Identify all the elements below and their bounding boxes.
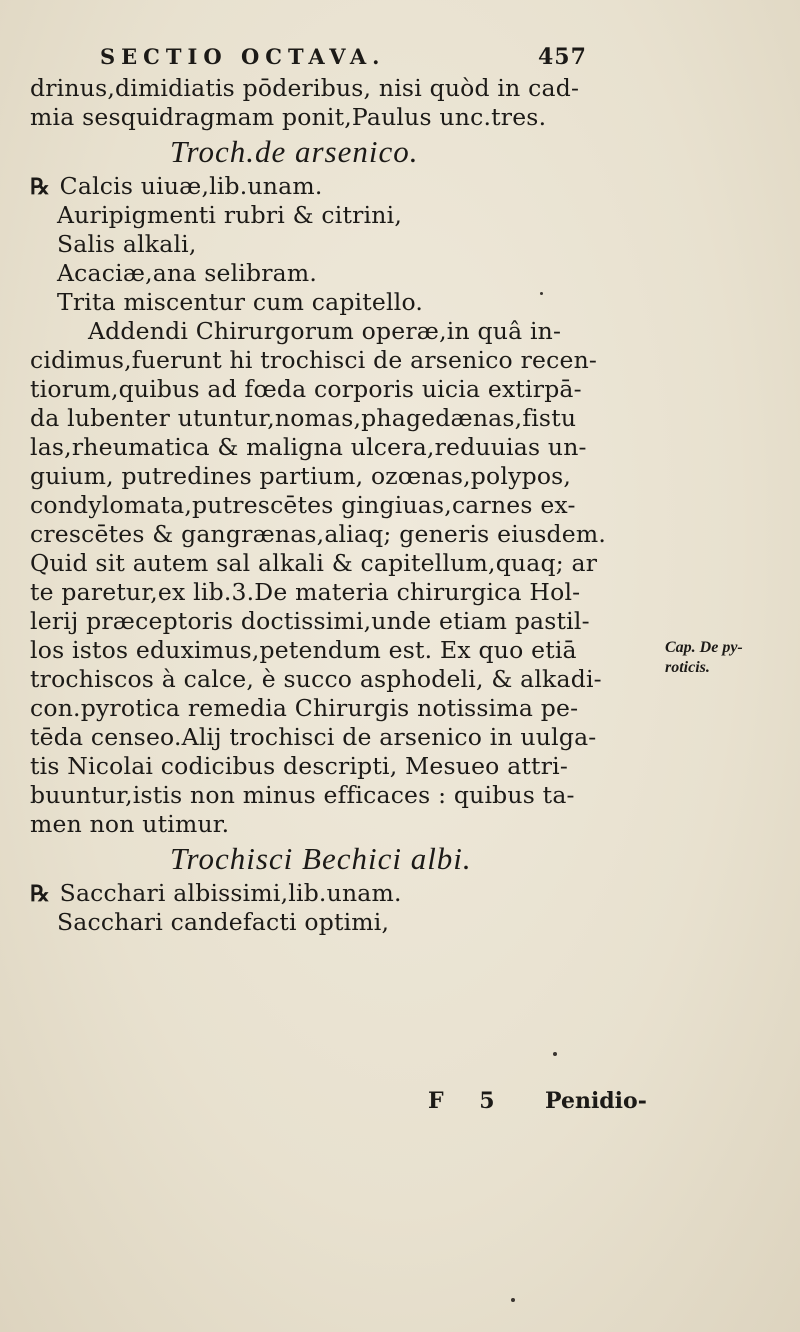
text-line: da lubenter utuntur,nomas,phagedænas,fistu bbox=[30, 404, 577, 432]
section-heading: Trochisci Bechici albi. bbox=[170, 841, 472, 876]
catchword: Penidio- bbox=[545, 1088, 647, 1114]
margin-note-line: roticis. bbox=[665, 659, 710, 676]
running-title: SECTIO OCTAVA. bbox=[100, 44, 386, 69]
margin-note bbox=[665, 638, 795, 678]
recipe-line: Auripigmenti rubri & citrini, bbox=[57, 201, 403, 229]
recipe-icon: ℞ bbox=[30, 881, 50, 907]
text-line: las,rheumatica & maligna ulcera,reduuias un- bbox=[30, 433, 587, 461]
recipe bbox=[30, 879, 630, 937]
text-line: tēda censeo.Alij trochisci de arsenico in uulga- bbox=[30, 723, 597, 751]
text-line: cidimus,fuerunt hi trochisci de arsenico recen- bbox=[30, 346, 598, 374]
text-line: buuntur,istis non minus efficaces : quibus ta- bbox=[30, 781, 575, 809]
text-line: Addendi Chirurgorum operæ,in quâ in- bbox=[88, 317, 562, 345]
recipe-line bbox=[30, 879, 630, 908]
recipe-icon: ℞ bbox=[30, 174, 50, 200]
page-number: 457 bbox=[538, 44, 587, 70]
ink-speck bbox=[511, 1298, 515, 1302]
ingredient-text: Sacchari albissimi,lib.unam. bbox=[59, 879, 402, 907]
text-line: mia sesquidragmam ponit,Paulus unc.tres. bbox=[30, 103, 547, 131]
text-line: lerij præceptoris doctissimi,unde etiam pastil- bbox=[30, 607, 590, 635]
recipe-line: Salis alkali, bbox=[57, 230, 197, 258]
recipe-line: Sacchari candefacti optimi, bbox=[57, 908, 390, 936]
margin-note-line: Cap. De py- bbox=[665, 639, 743, 656]
text-line: men non utimur. bbox=[30, 810, 230, 838]
running-head bbox=[100, 44, 640, 74]
text-line: te paretur,ex lib.3.De materia chirurgica Hol- bbox=[30, 578, 581, 606]
text-line: tis Nicolai codicibus descripti, Mesueo attri- bbox=[30, 752, 568, 780]
main-text bbox=[30, 74, 630, 937]
ingredient-text: Calcis uiuæ,lib.unam. bbox=[59, 172, 323, 200]
recipe-line bbox=[30, 172, 630, 201]
recipe-line: Trita miscentur cum capitello. bbox=[57, 288, 424, 316]
text-line: Quid sit autem sal alkali & capitellum,quaq; ar bbox=[30, 549, 598, 577]
text-line: guium, putredines partium, ozœnas,polypos, bbox=[30, 462, 572, 490]
recipe-line: Acaciæ,ana selibram. bbox=[57, 259, 318, 287]
signature-mark: F 5 bbox=[428, 1088, 509, 1114]
text-line: los istos eduximus,petendum est. Ex quo etiā bbox=[30, 636, 577, 664]
text-line: con.pyrotica remedia Chirurgis notissima pe- bbox=[30, 694, 579, 722]
ink-speck bbox=[540, 292, 543, 295]
recipe bbox=[30, 172, 630, 317]
section-heading: Troch.de arsenico. bbox=[170, 134, 419, 169]
text-line: condylomata,putrescētes gingiuas,carnes ex- bbox=[30, 491, 576, 519]
text-line: crescētes & gangrænas,aliaq; generis eiusdem. bbox=[30, 520, 607, 548]
ink-speck bbox=[553, 1052, 557, 1056]
text-line: tiorum,quibus ad fœda corporis uicia extirpā- bbox=[30, 375, 582, 403]
text-line: trochiscos à calce, è succo asphodeli, & alkadi- bbox=[30, 665, 602, 693]
page-foot bbox=[30, 1088, 710, 1118]
text-line: drinus,dimidiatis pōderibus, nisi quòd in cad- bbox=[30, 74, 580, 102]
